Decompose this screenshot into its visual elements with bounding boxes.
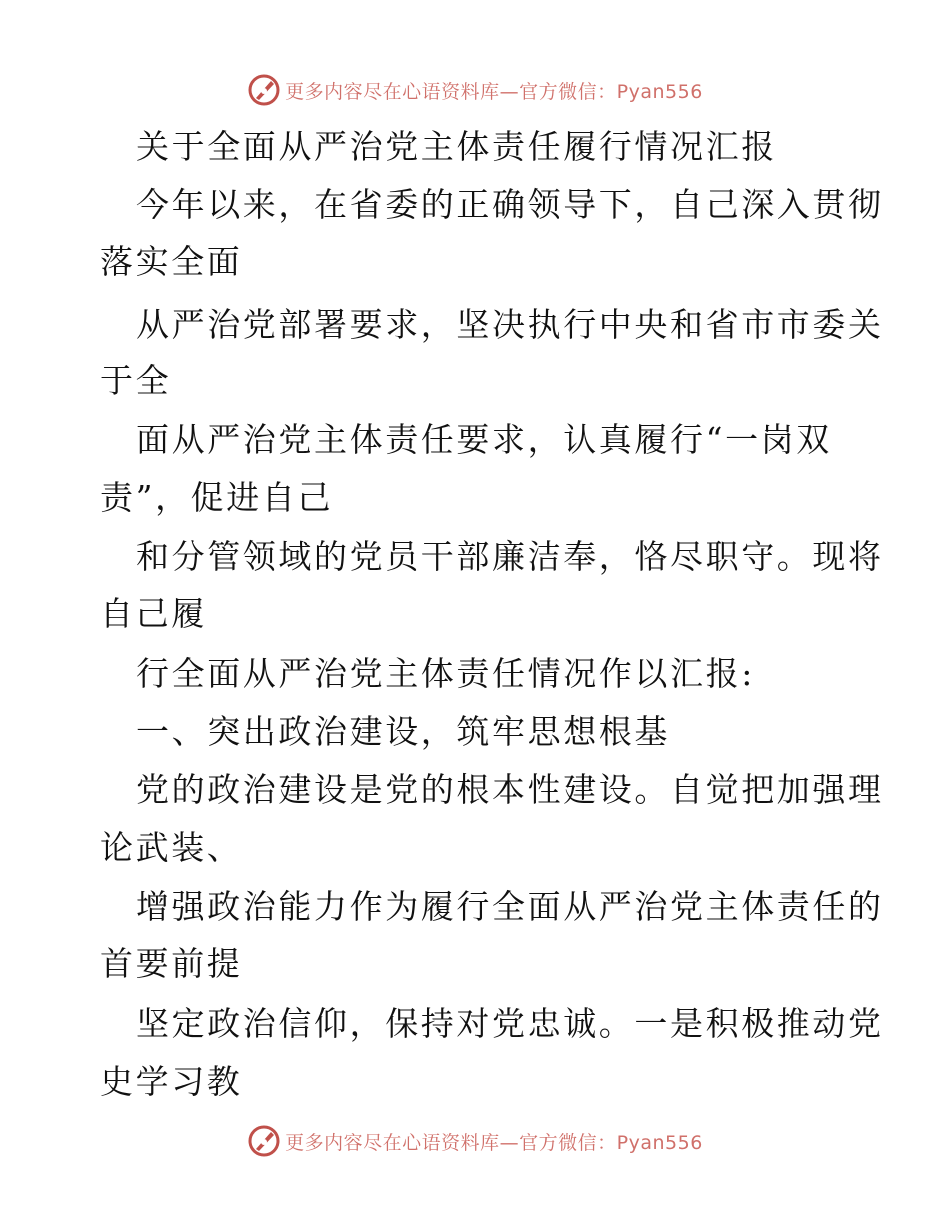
paragraph-line: 和分管领域的党员干部廉洁奉，恪尽职守。现将	[136, 537, 884, 576]
paragraph-line: 坚定政治信仰，保持对党忠诚。一是积极推动党	[136, 1004, 884, 1043]
paragraph-line: 增强政治能力作为履行全面从严治党主体责任的	[136, 887, 884, 926]
quill-logo-icon	[247, 73, 281, 107]
document-title: 关于全面从严治党主体责任履行情况汇报	[136, 127, 777, 166]
paragraph-line: 自己履	[100, 594, 207, 633]
paragraph-line: 面从严治党主体责任要求，认真履行“一岗双	[136, 420, 832, 459]
paragraph-line: 首要前提	[100, 944, 243, 983]
paragraph-line: 论武装、	[100, 828, 243, 867]
paragraph-line: 从严治党部署要求，坚决执行中央和省市市委关	[136, 305, 884, 344]
paragraph-line: 今年以来，在省委的正确领导下，自己深入贯彻	[136, 185, 884, 224]
paragraph-line: 史学习教	[100, 1062, 243, 1101]
quill-logo-icon	[247, 1124, 281, 1158]
paragraph-line: 党的政治建设是党的根本性建设。自觉把加强理	[136, 770, 884, 809]
paragraph-line: 行全面从严治党主体责任情况作以汇报:	[136, 654, 755, 693]
header-watermark	[0, 70, 950, 110]
section-heading: 一、突出政治建设，筑牢思想根基	[136, 712, 670, 751]
watermark-text: 更多内容尽在心语资料库—官方微信：Pyan556	[285, 1131, 703, 1154]
footer-watermark	[0, 1121, 950, 1161]
paragraph-line: 于全	[100, 361, 172, 400]
paragraph-line: 责”，促进自己	[100, 478, 334, 517]
watermark-text: 更多内容尽在心语资料库—官方微信：Pyan556	[285, 80, 703, 103]
paragraph-line: 落实全面	[100, 242, 243, 281]
